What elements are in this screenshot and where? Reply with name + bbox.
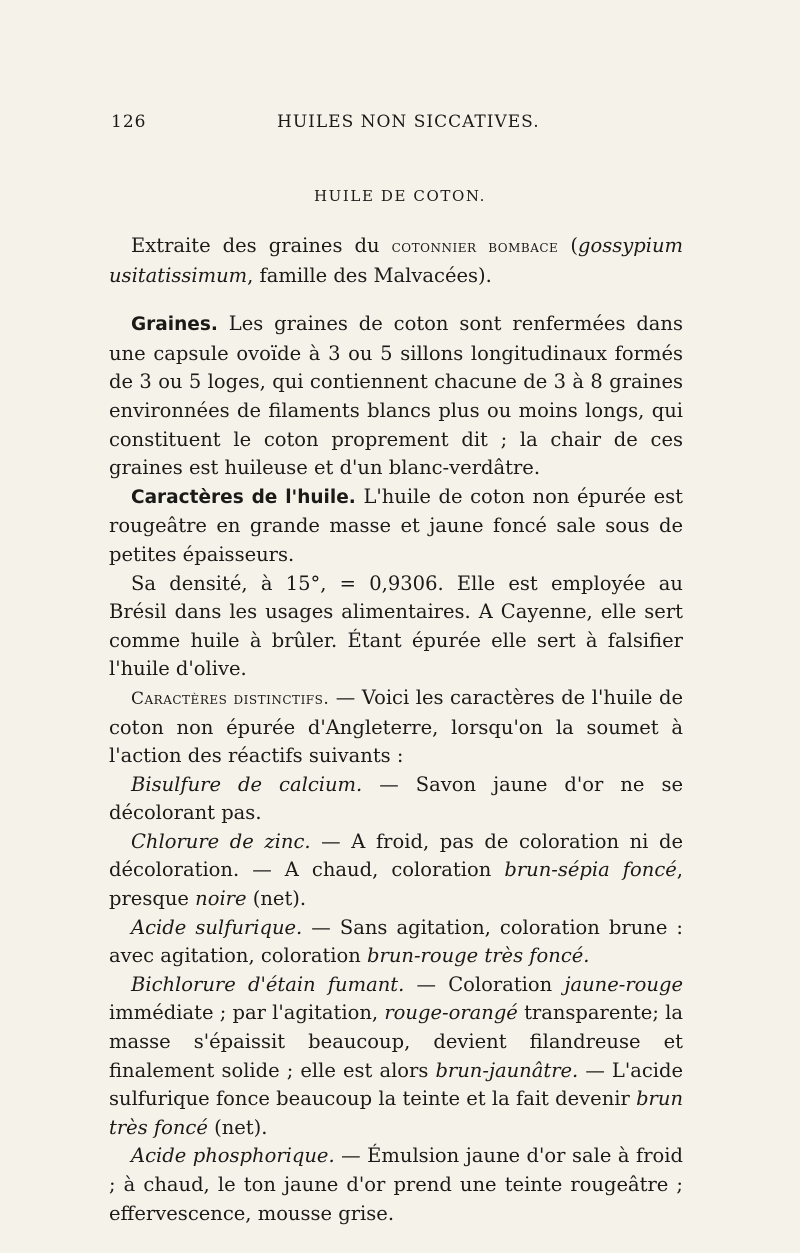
reagent-text: (net).: [246, 887, 307, 911]
reagent-text: immédiate ; par l'agitation,: [109, 1001, 385, 1025]
reagent-color-term: noire: [195, 887, 247, 911]
page-header: [107, 112, 697, 142]
reagent-name: Chlorure de zinc.: [131, 829, 311, 853]
reagent-name: Bichlorure d'étain fumant.: [131, 972, 405, 996]
reagent-name: Acide phosphorique.: [131, 1144, 335, 1168]
graines-heading: Graines.: [131, 314, 218, 336]
reagent-text: — L'acide sulfurique fonce beaucoup la teinte et la fait devenir: [109, 1058, 684, 1111]
reagent-color-term: brun-rouge très foncé.: [367, 944, 590, 968]
reagent-paragraph: [109, 1142, 683, 1228]
reagent-color-term: brun-sépia foncé: [504, 858, 677, 882]
caracteres-heading: Caractères de l'huile.: [131, 486, 356, 508]
reagent-text: — Coloration: [404, 972, 565, 996]
plant-name: cotonnier bombace: [391, 237, 559, 257]
running-title: HUILES NON SICCATIVES.: [277, 112, 540, 132]
reagent-text: (net).: [207, 1115, 268, 1139]
reagent-name: Bisulfure de calcium.: [131, 772, 363, 796]
distinctifs-heading: Caractères distinctifs.: [131, 688, 330, 709]
reagent-color-term: rouge-orangé: [384, 1001, 518, 1025]
reagent-color-term: brun très foncé: [109, 1087, 683, 1139]
reagent-text: — A froid, pas de coloration ni de décoloration. — A chaud, coloration: [109, 829, 683, 882]
distinctifs-paragraph: [109, 684, 683, 771]
reagent-color-term: jaune-rouge: [564, 972, 683, 996]
reagent-paragraph: [109, 914, 683, 971]
reagent-text: — Sans agitation, coloration brune : avec agitation, coloration: [109, 915, 683, 968]
graines-paragraph: [109, 310, 683, 483]
graines-text: Les graines de coton sont renfermées dans une capsule ovoïde à 3 ou 5 sillons longitudinaux formés de 3 ou 5 loges, qui contiennent chacune de 3 à 8 graines environnées de filaments blancs plus ou moins longs, qui constituent le coton proprement dit ; la chair de ces graines est huileuse et d'un blanc-verdâtre.: [109, 312, 683, 480]
caracteres-text: L'huile de coton non épurée est rougeâtre en grande masse et jaune foncé sale sous de petites épaisseurs.: [109, 484, 683, 566]
densite-paragraph: Sa densité, à 15°, = 0,9306. Elle est employée au Brésil dans les usages alimentaires. A Cayenne, elle sert comme huile à brûler. Étant épurée elle sert à falsifier l'huile d'olive.: [109, 571, 683, 681]
distinctifs-text: — Voici les caractères de l'huile de coton non épurée d'Angleterre, lorsqu'on la soumet à l'action des réactifs suivants :: [109, 685, 683, 768]
intro-paren: (: [558, 234, 578, 257]
reagent-paragraph: [109, 828, 683, 914]
reagent-color-term: brun-jaunâtre.: [435, 1058, 579, 1082]
caracteres-paragraph: [109, 483, 683, 570]
section-title: HUILE DE COTON.: [313, 187, 487, 205]
reagent-list: [109, 771, 683, 1229]
intro-rest: , famille des Malvacées).: [247, 263, 492, 287]
reagent-paragraph: [109, 971, 683, 1143]
reagent-text: , presque: [109, 858, 683, 911]
intro-paragraph: [109, 232, 683, 290]
reagent-name: Acide sulfurique.: [131, 915, 303, 939]
body-text: [109, 232, 683, 1228]
reagent-text: — Émulsion jaune d'or sale à froid ; à chaud, le ton jaune d'or prend une teinte rougeâtre ; effervescence, mousse grise.: [109, 1144, 683, 1225]
reagent-text: — Savon jaune d'or ne se décolorant pas.: [109, 772, 683, 825]
page-number: 126: [111, 112, 147, 132]
intro-lead: Extraite des graines du: [131, 234, 392, 257]
reagent-paragraph: [109, 771, 683, 828]
latin-name: gossypium usitatissimum: [109, 234, 683, 287]
reagent-text: transparente; la masse s'épaissit beaucoup, devient filandreuse et finalement solide ; elle est alors: [109, 1001, 683, 1082]
